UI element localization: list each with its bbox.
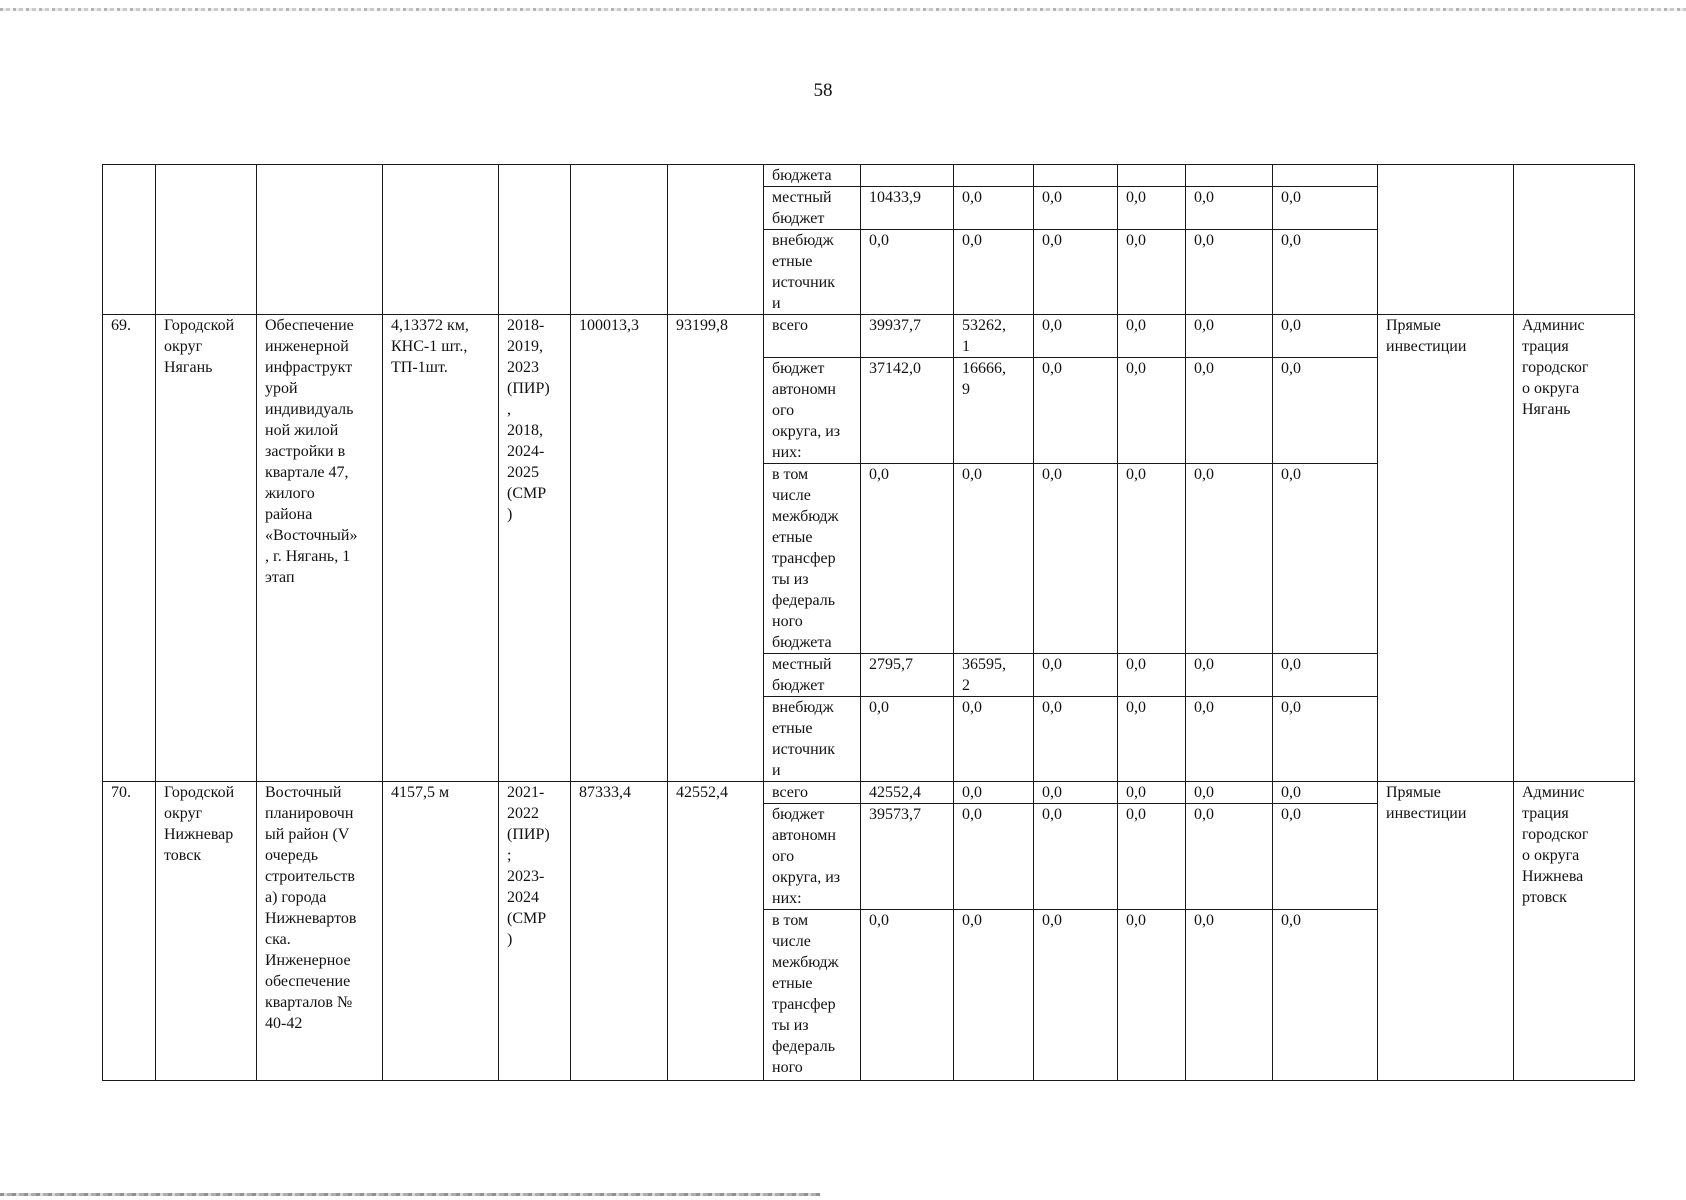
value-cell: 0,0 bbox=[861, 910, 954, 1081]
value-cell: 0,0 bbox=[1273, 230, 1378, 315]
value-cell: 0,0 bbox=[954, 187, 1034, 230]
value-cell: 0,0 bbox=[954, 804, 1034, 910]
source-label: всего bbox=[764, 315, 861, 358]
value-cell: 36595, 2 bbox=[954, 654, 1034, 697]
value-cell: 0,0 bbox=[1273, 464, 1378, 654]
entry-total-cost: 87333,4 bbox=[571, 782, 668, 1081]
source-label: бюджет автономн ого округа, из них: bbox=[764, 804, 861, 910]
value-cell bbox=[954, 165, 1034, 187]
value-cell: 0,0 bbox=[1034, 358, 1118, 464]
value-cell: 0,0 bbox=[954, 230, 1034, 315]
cell-capacity-carryover bbox=[383, 165, 499, 315]
value-cell: 0,0 bbox=[1034, 315, 1118, 358]
value-cell: 0,0 bbox=[1186, 910, 1273, 1081]
value-cell: 2795,7 bbox=[861, 654, 954, 697]
cell-no-carryover bbox=[103, 165, 156, 315]
value-cell: 0,0 bbox=[1118, 804, 1186, 910]
value-cell: 0,0 bbox=[1273, 697, 1378, 782]
source-label: внебюдж етные источник и bbox=[764, 230, 861, 315]
entry-district: Городской округ Нижневар товск bbox=[156, 782, 257, 1081]
source-label: всего bbox=[764, 782, 861, 804]
entry-capacity: 4157,5 м bbox=[383, 782, 499, 1081]
value-cell: 0,0 bbox=[1118, 464, 1186, 654]
value-cell: 0,0 bbox=[861, 230, 954, 315]
value-cell: 0,0 bbox=[1034, 464, 1118, 654]
value-cell: 37142,0 bbox=[861, 358, 954, 464]
value-cell: 0,0 bbox=[1273, 654, 1378, 697]
value-cell bbox=[861, 165, 954, 187]
value-cell: 0,0 bbox=[1034, 910, 1118, 1081]
entry-customer: Админис трация городског о округа Нягань bbox=[1514, 315, 1635, 782]
scan-edge-top bbox=[0, 8, 1686, 11]
table-row-entry-69 bbox=[103, 315, 1635, 358]
value-cell: 0,0 bbox=[1118, 910, 1186, 1081]
value-cell: 0,0 bbox=[1034, 804, 1118, 910]
table-row-entry-70 bbox=[103, 782, 1635, 804]
entry-number: 69. bbox=[103, 315, 156, 782]
source-label: в том числе межбюдж етные трансфер ты из федераль ного bbox=[764, 910, 861, 1081]
value-cell: 0,0 bbox=[954, 697, 1034, 782]
cell-remaining-carryover bbox=[668, 165, 764, 315]
value-cell: 0,0 bbox=[1273, 804, 1378, 910]
entry-customer: Админис трация городског о округа Нижнева ртовск bbox=[1514, 782, 1635, 1081]
entry-period: 2018- 2019, 2023 (ПИР) , 2018, 2024- 2025 (СМР ) bbox=[499, 315, 571, 782]
value-cell: 0,0 bbox=[1034, 187, 1118, 230]
value-cell: 0,0 bbox=[1034, 782, 1118, 804]
entry-period: 2021- 2022 (ПИР) ; 2023- 2024 (СМР ) bbox=[499, 782, 571, 1081]
value-cell: 0,0 bbox=[1186, 187, 1273, 230]
entry-capacity: 4,13372 км, КНС-1 шт., ТП-1шт. bbox=[383, 315, 499, 782]
investment-table bbox=[102, 164, 1635, 1081]
value-cell: 0,0 bbox=[1118, 358, 1186, 464]
entry-investment-type: Прямые инвестиции bbox=[1378, 315, 1514, 782]
value-cell: 0,0 bbox=[1186, 697, 1273, 782]
value-cell: 0,0 bbox=[1118, 230, 1186, 315]
value-cell: 0,0 bbox=[1118, 782, 1186, 804]
cell-investment-carryover bbox=[1378, 165, 1514, 315]
page-number: 58 bbox=[813, 80, 833, 101]
value-cell: 0,0 bbox=[954, 782, 1034, 804]
cell-district-carryover bbox=[156, 165, 257, 315]
value-cell: 0,0 bbox=[1186, 230, 1273, 315]
entry-total-cost: 100013,3 bbox=[571, 315, 668, 782]
value-cell: 0,0 bbox=[1273, 358, 1378, 464]
cell-object-carryover bbox=[257, 165, 383, 315]
source-label: местный бюджет bbox=[764, 187, 861, 230]
value-cell: 0,0 bbox=[1273, 910, 1378, 1081]
value-cell bbox=[1186, 165, 1273, 187]
value-cell bbox=[1118, 165, 1186, 187]
source-label: в том числе межбюдж етные трансфер ты из федераль ного бюджета bbox=[764, 464, 861, 654]
entry-remaining-cost: 93199,8 bbox=[668, 315, 764, 782]
value-cell: 0,0 bbox=[861, 464, 954, 654]
entry-remaining-cost: 42552,4 bbox=[668, 782, 764, 1081]
cell-period-carryover bbox=[499, 165, 571, 315]
entry-investment-type: Прямые инвестиции bbox=[1378, 782, 1514, 1081]
value-cell: 0,0 bbox=[861, 697, 954, 782]
entry-object-name: Восточный планировочн ый район (V очередь строительств а) города Нижневартов ска. Инженерное обеспечение кварталов № 40-42 bbox=[257, 782, 383, 1081]
value-cell: 0,0 bbox=[1186, 782, 1273, 804]
value-cell: 42552,4 bbox=[861, 782, 954, 804]
entry-district: Городской округ Нягань bbox=[156, 315, 257, 782]
source-label: местный бюджет bbox=[764, 654, 861, 697]
cell-customer-carryover bbox=[1514, 165, 1635, 315]
value-cell bbox=[1034, 165, 1118, 187]
scan-edge-bottom bbox=[0, 1193, 820, 1196]
value-cell bbox=[1273, 165, 1378, 187]
value-cell: 0,0 bbox=[1118, 654, 1186, 697]
value-cell: 0,0 bbox=[1118, 697, 1186, 782]
value-cell: 53262, 1 bbox=[954, 315, 1034, 358]
table-row-carryover-1 bbox=[103, 165, 1635, 187]
value-cell: 0,0 bbox=[1034, 654, 1118, 697]
value-cell: 0,0 bbox=[1186, 464, 1273, 654]
value-cell: 39937,7 bbox=[861, 315, 954, 358]
cell-cost-carryover bbox=[571, 165, 668, 315]
value-cell: 0,0 bbox=[954, 464, 1034, 654]
entry-number: 70. bbox=[103, 782, 156, 1081]
value-cell: 0,0 bbox=[1034, 697, 1118, 782]
value-cell: 0,0 bbox=[1186, 804, 1273, 910]
value-cell: 16666, 9 bbox=[954, 358, 1034, 464]
value-cell: 0,0 bbox=[1273, 782, 1378, 804]
value-cell: 0,0 bbox=[1273, 187, 1378, 230]
value-cell: 0,0 bbox=[1186, 654, 1273, 697]
value-cell: 39573,7 bbox=[861, 804, 954, 910]
source-label: бюджета bbox=[764, 165, 861, 187]
value-cell: 0,0 bbox=[1118, 315, 1186, 358]
value-cell: 0,0 bbox=[1034, 230, 1118, 315]
value-cell: 0,0 bbox=[1186, 315, 1273, 358]
source-label: бюджет автономн ого округа, из них: bbox=[764, 358, 861, 464]
value-cell: 0,0 bbox=[954, 910, 1034, 1081]
entry-object-name: Обеспечение инженерной инфраструкт урой индивидуаль ной жилой застройки в квартале 47, жилого района «Восточный» , г. Нягань, 1 этап bbox=[257, 315, 383, 782]
value-cell: 0,0 bbox=[1186, 358, 1273, 464]
value-cell: 10433,9 bbox=[861, 187, 954, 230]
source-label: внебюдж етные источник и bbox=[764, 697, 861, 782]
value-cell: 0,0 bbox=[1273, 315, 1378, 358]
value-cell: 0,0 bbox=[1118, 187, 1186, 230]
